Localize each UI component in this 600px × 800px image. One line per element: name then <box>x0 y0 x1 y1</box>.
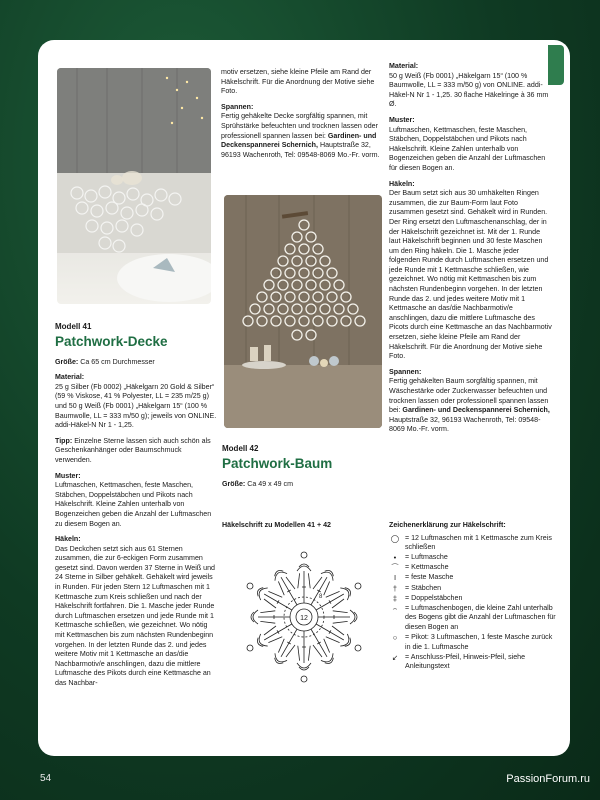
column-middle <box>221 68 384 166</box>
legend-text: = feste Masche <box>405 573 454 582</box>
chain-stitch-icon: • <box>393 553 397 563</box>
diagram-end-number: 8 <box>319 594 323 600</box>
page-number: 54 <box>40 773 52 784</box>
legend-text: = 12 Luftmaschen mit 1 Kettmasche zum Kreis schließen <box>405 533 552 552</box>
muster-text: Luftmaschen, Kettmaschen, feste Maschen, Stäbchen, Doppelstäbchen und Pikots nach Häkelschrift. Kleine Zahlen unterhalb von Bogenzeichen geben die Anzahl der Luftmaschen zu diesem Bogen an. <box>55 481 212 528</box>
continued-text: motiv ersetzen, siehe kleine Pfeile am Rand der Häkelschrift. Für die Anordnung der Motive siehe Foto. <box>221 68 375 96</box>
legend-text: = Stäbchen <box>405 583 442 592</box>
model-42-label: Modell 42 <box>222 444 259 453</box>
legend-row-luftmaschenbogen <box>389 604 559 633</box>
supplier-name: Gardinen- und Deckenspannerei Schernich, <box>221 131 377 150</box>
material-text-42: 50 g Weiß (Fb 0001) „Häkelgarn 15“ (100 % Baumwolle, LL = 333 m/50 g) von ONLINE. addi-Häkel-N Nr 1 - 1,25. 30 flache Häkelringe à 36 mm Ø. <box>389 71 549 109</box>
muster-heading: Muster: <box>55 471 81 480</box>
haekeln-text: Das Deckchen setzt sich aus 61 Sternen zusammen, die zur 6-eckigen Form zusammen gesetzt sind. Davon werden 37 Sterne in Weiß und 24 Sterne in Silber gehäkelt. Gehäkelt wird jeweils in Runden. Für jeden Stern 12 Luftmaschen mit 1 Kettmasche zum Kreis schließen und nach der Häkelschrift fortfahren. Die 1. Masche jeder Runde durch Luftmaschen ersetzen und jede Runde mit 1 Kettmasche schließen, wie gezeichnet. Wo nötig mit Kettmaschen bis zum nächsten Rundenbeginn vorgehen. In der letzten Runde das 2. und jedes weitere Motiv mit 1 Kettmasche an das/die Nachbarmotiv/e anschlingen, dazu die mittlere Luftmasche des Pikots durch eine Kettmasche an das Nachbar- <box>55 544 215 687</box>
model-41-title: Patchwork-Decke <box>55 333 168 349</box>
column-left <box>55 322 218 695</box>
material-heading: Material: <box>55 373 85 382</box>
model-42-title: Patchwork-Baum <box>222 455 333 471</box>
spannen-text: Fertig gehäkelte Decke sorgfältig spannen, mit Sprühstärke befeuchten und trocknen lassen oder professionell spannen lassen bei: <box>221 112 378 140</box>
spannen-text-42: Fertig gehäkelten Baum sorgfältig spannen, mit Wäschestärke oder Zuckerwasser befeuchten und trocknen lassen oder professionell spannen lassen bei: <box>389 377 549 415</box>
haekeln-text-42: Der Baum setzt sich aus 30 umhäkelten Ringen zusammen, die zur Baum-Form laut Foto zusammen gesetzt sind. Gehäkelt wird in Runden. Der Ring ersetzt den Luftmaschenanschlag, der in der Häkelschrift gezeichnet ist. Mit der 1. Runde laut Häkelschrift beginnen und 30 feste Maschen um den Ring häkeln. Die 1. Masche jeder folgenden Runde durch Luftmaschen ersetzen und jede Runde mit 1 Kettmasche schließen, wie gezeichnet. Wo nötig mit Kettmaschen bis zum nächsten Rundenbeginn vorgehen. In der letzten Runde das 2. und jedes weitere Motiv mit 1 Kettmasche an das/die Nachbarmotiv/e anschlingen, dazu die mittlere Luftmasche des Picots durch eine Kettmasche an das Nachbarmotiv ersetzen, siehe kleine Pfeile am Rand der Häkelschrift. Für die Anordnung der Motive siehe Foto. <box>389 189 552 361</box>
size-label: Größe: <box>55 357 79 366</box>
column-middle-lower <box>222 444 385 495</box>
supplier-name-42: Gardinen- und Deckenspannerei Schernich, <box>402 406 550 415</box>
ring-icon: ◯ <box>390 533 400 543</box>
legend-row-kettmasche <box>389 563 559 573</box>
diagram-center-number: 12 <box>300 615 308 622</box>
material-heading-42: Material: <box>389 62 419 70</box>
arrow-icon: ↙ <box>391 652 399 662</box>
legend-text: = Kettmasche <box>405 563 449 572</box>
size-value: Ca 65 cm Durchmesser <box>80 357 155 366</box>
size-value-42: Ca 49 x 49 cm <box>247 479 293 488</box>
treble-crochet-icon: ‡ <box>392 593 398 603</box>
legend-text: = Luftmaschenbogen, die kleine Zahl unterhalb des Bogens gibt die Anzahl der Luftmaschen für diesen Bogen an <box>405 603 556 631</box>
supplier-address: Hauptstraße 32, 96193 Wachenroth, Tel: 09548-8069 Mo.-Fr. vorm. <box>221 141 380 159</box>
crochet-diagram <box>226 532 386 700</box>
model-41-label: Modell 41 <box>55 322 92 331</box>
diagram-title: Häkelschrift zu Modellen 41 + 42 <box>222 521 332 529</box>
tipp-text: Einzelne Sterne lassen sich auch schön als Geschenkanhänger oder Baumschmuck verwenden. <box>55 436 211 464</box>
watermark: PassionForum.ru <box>506 773 590 785</box>
legend-title: Zeichenerklärung zur Häkelschrift: <box>389 521 506 529</box>
material-text: 25 g Silber (Fb 0002) „Häkelgarn 20 Gold & Silber“ (59 % Viskose, 41 % Polyester, LL = 235 m/25 g) und 50 g Weiß (Fb 0001) „Häkelgarn 15“ (100 % Baumwolle, LL = 333 m/50 g); jeweils von ONLINE. addi-Häkel-N Nr 1 - 1,25. <box>55 382 217 430</box>
legend <box>389 521 559 672</box>
haekeln-heading-42: Häkeln: <box>389 179 415 188</box>
spannen-heading-42: Spannen: <box>389 367 422 376</box>
double-crochet-icon: † <box>392 583 398 593</box>
legend-text: = Doppelstäbchen <box>405 593 463 602</box>
picot-icon: ○ <box>392 633 398 643</box>
legend-row-pikot <box>389 633 559 652</box>
page-tab-marker <box>548 45 564 85</box>
legend-text: = Luftmasche <box>405 553 448 562</box>
tipp-label: Tipp: <box>55 436 73 445</box>
legend-row-luftmasche <box>389 553 559 563</box>
slip-stitch-icon: ⌒ <box>391 563 399 573</box>
legend-row-doppelstaebchen <box>389 594 559 604</box>
chain-arc-icon: ⌢ <box>392 603 398 613</box>
photo-patchwork-decke <box>57 68 211 304</box>
supplier-address-42: Hauptstraße 32, 96193 Wachenroth, Tel: 09548-8069 Mo.-Fr. vorm. <box>389 415 541 434</box>
legend-text: = Pikot: 3 Luftmaschen, 1 feste Masche zurück in die 1. Luftmasche <box>405 633 553 651</box>
size-label-42: Größe: <box>222 479 246 488</box>
legend-row-ring <box>389 534 559 553</box>
photo-patchwork-baum <box>224 195 382 428</box>
haekeln-heading: Häkeln: <box>55 535 81 544</box>
legend-row-staebchen <box>389 584 559 594</box>
legend-row-arrow <box>389 653 559 672</box>
legend-row-feste-masche <box>389 573 559 583</box>
muster-heading-42: Muster: <box>389 115 415 124</box>
single-crochet-icon: I <box>393 573 397 583</box>
legend-text: = Anschluss-Pfeil, Hinweis-Pfeil, siehe Anleitungstext <box>405 652 526 671</box>
magazine-page <box>38 40 570 756</box>
column-right <box>389 62 552 441</box>
muster-text-42: Luftmaschen, Kettmaschen, feste Maschen, Stäbchen, Doppelstäbchen und Pikots nach Häkelschrift. Kleine Zahlen unterhalb von Bogenzeichen geben die Anzahl der Luftmaschen für diesen Bogen an. <box>389 125 546 172</box>
spannen-heading: Spannen: <box>221 102 254 111</box>
